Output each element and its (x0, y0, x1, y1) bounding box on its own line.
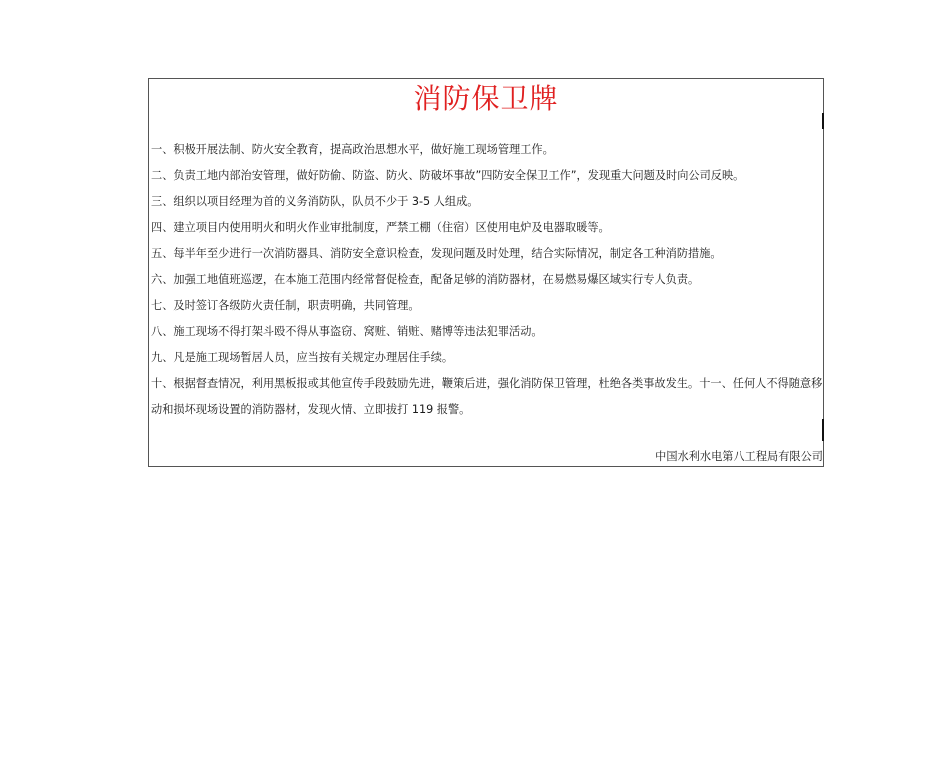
board-title: 消防保卫牌 (413, 82, 559, 115)
rule-item: 四、建立项目内使用明火和明火作业审批制度，严禁工棚（住宿）区使用电炉及电器取暖等。 (151, 221, 610, 234)
rule-item: 五、每半年至少进行一次消防器具、消防安全意识检查，发现问题及时处理，结合实际情况，制定各工种消防措施。 (151, 247, 722, 260)
organization-name: 中国水利水电第八工程局有限公司 (655, 450, 823, 463)
rule-item: 一、积极开展法制、防火安全教育，提高政治思想水平，做好施工现场管理工作。 (151, 143, 554, 156)
rule-item: 十、根据督查情况，利用黑板报或其他宣传手段鼓励先进，鞭策后进，强化消防保卫管理，杜绝各类事故发生。十一、任何人不得随意移动和损坏现场设置的消防器材，发现火情、立即拔打 119 报警。 (151, 377, 823, 416)
edge-mark (822, 113, 824, 129)
fire-safety-board (148, 78, 824, 467)
rule-item: 九、凡是施工现场暂居人员，应当按有关规定办理居住手续。 (151, 351, 454, 364)
rule-item: 八、施工现场不得打架斗殴不得从事盗窃、窝赃、销赃、赌博等违法犯罪活动。 (151, 325, 543, 338)
rule-item: 六、加强工地值班巡逻，在本施工范围内经常督促检查，配备足够的消防器材，在易燃易爆区域实行专人负责。 (151, 273, 700, 286)
rule-item: 七、及时签订各级防火责任制，职责明确，共同管理。 (151, 299, 420, 312)
rules-list (149, 137, 825, 423)
rule-item: 二、负责工地内部治安管理，做好防偷、防盗、防火、防破坏事故”四防安全保卫工作”，发现重大问题及时向公司反映。 (151, 169, 745, 182)
rule-item: 三、组织以项目经理为首的义务消防队，队员不少于 3-5 人组成。 (151, 195, 479, 208)
